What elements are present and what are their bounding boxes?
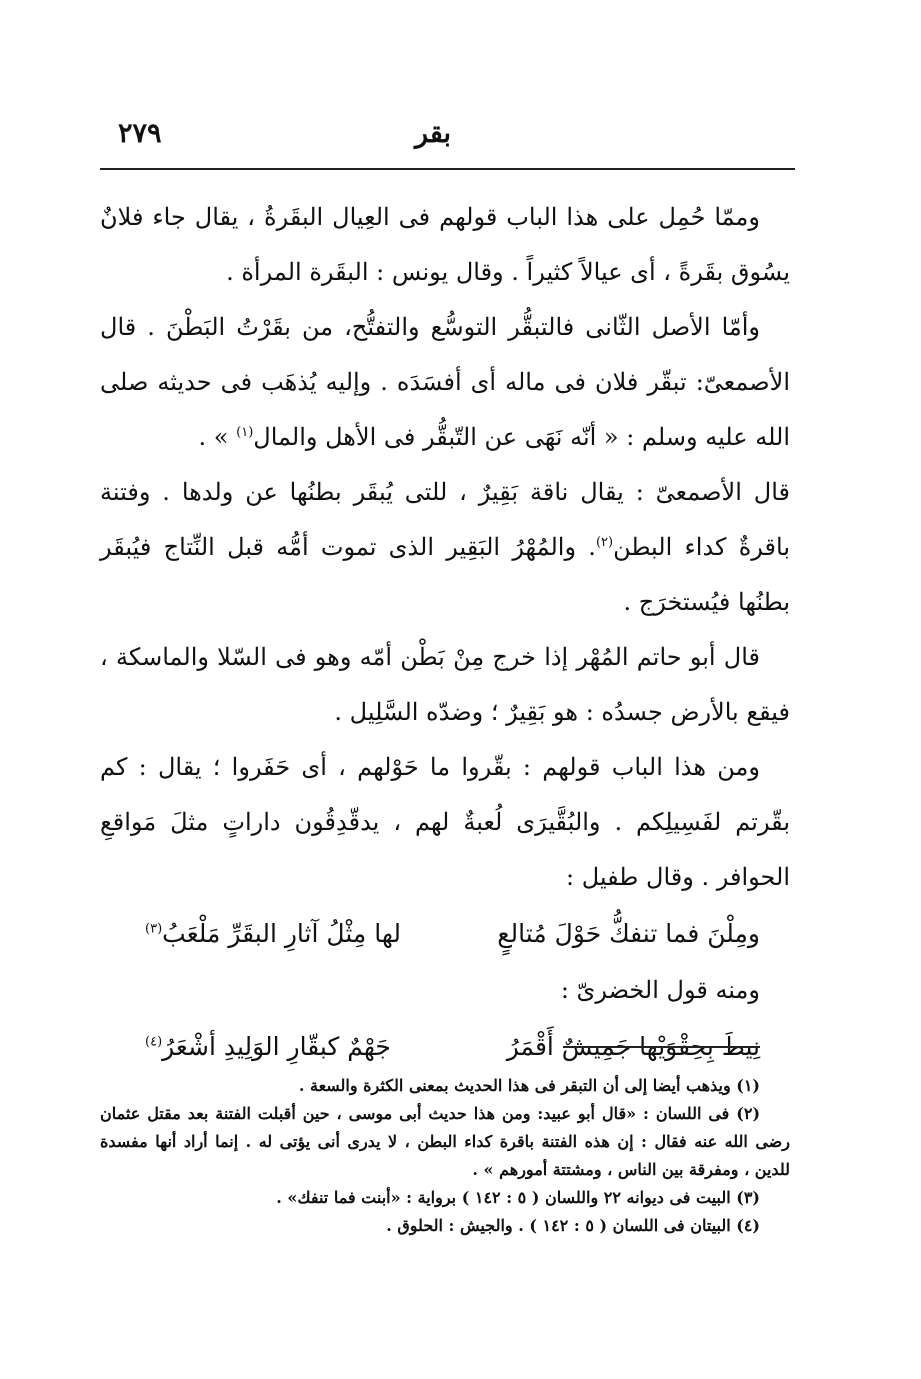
verse-2-first-hemistich: نِيطَ بِحِقْوَيْها جَمِيشٌ أَقْمَرُ [506, 1032, 760, 1061]
header-rule [100, 168, 795, 170]
footnote-ref-3[interactable]: (٣) [145, 921, 163, 937]
verse-2-second-text: جَهْمٌ كبقّارِ الوَلِيدِ أشْعَرُ [162, 1032, 391, 1061]
paragraph-2 [100, 300, 790, 465]
verse-1-second-text: لها مِثْلُ آثارِ البقَرِّ مَلْعَبُ [162, 919, 401, 948]
running-head: بقر [415, 118, 452, 149]
main-text [100, 190, 790, 1076]
footnote-2: (٢) فى اللسان : «قال أبو عبيد: ومن هذا حديث أبى موسى ، حين أقبلت الفتنة بعد مقتل عثمان رضى الله عنه فقال : إن هذه الفتنة باقرة كداء البطن ، لا يدرى أنى يؤتى له . إنما أراد أنها مفسدة للدين ، ومفرقة بين الناس ، ومشتتة أمورهم » . [100, 1104, 790, 1179]
footnote-3: (٣) البيت فى ديوانه ٢٢ واللسان ( ٥ : ١٤٢ ) برواية : «أبنت فما تنفك» . [276, 1188, 760, 1207]
verse-2-intro: ومنه قول الخضرىّ : [560, 976, 760, 1004]
paragraph-1: وممّا حُمِل على هذا الباب قولهم فى العِيال البقَرةُ ، يقال جاء فلانٌ يسُوق بقَرةً ، أى عيالاً كثيراً . وقال يونس : البقَرة المرأة . [100, 203, 790, 286]
paragraph-3-text-a: قال الأصمعىّ : يقال ناقة بَقِيرٌ ، للتى يُبقَر بطنُها عن ولدها . وفتنة باقرةٌ كداء البطن [100, 478, 790, 561]
verse-1-second-hemistich [145, 905, 401, 963]
footnote-1: (١) ويذهب أيضا إلى أن التبقر فى هذا الحديث بمعنى الكثرة والسعة . [298, 1076, 760, 1095]
paragraph-4: قال أبو حاتم المُهْر إذا خرج مِنْ بَطْن أمّه وهو فى السّلا والماسكة ، فيقع بالأرض جسدُه : هو بَقِيرٌ ؛ وضدّه السَّلِيل . [100, 643, 790, 726]
footnotes [100, 1072, 790, 1240]
footnote-ref-2[interactable]: (٢) [595, 535, 614, 550]
paragraph-3 [100, 465, 790, 630]
paragraph-2-end: » . [198, 423, 237, 451]
verse-1-first-hemistich: ومِلْنَ فما تنفكُّ حَوْلَ مُتالعٍ [497, 919, 760, 948]
footnote-ref-4[interactable]: (٤) [145, 1034, 163, 1050]
paragraph-2-text: وأمّا الأصل الثّانى فالتبقُّر التوسُّع والتفتُّح، من بقَرْتُ البَطْنَ . قال الأصمعىّ: تبقّر فلان فى ماله أى أفسَدَه . وإليه يُذهَب فى حديثه صلى الله عليه وسلم : « أنّه نَهَى عن التّبقُّر فى الأهل والمال [100, 313, 790, 451]
footnote-ref-1[interactable]: (١) [236, 425, 254, 440]
verse-2-second-hemistich [145, 1018, 391, 1076]
footnote-4: (٤) البيتان فى اللسان ( ٥ : ١٤٢ ) . والجيش : الحلوق . [386, 1216, 760, 1235]
page-number: ٢٧٩ [118, 118, 162, 149]
footnote-rule [563, 1046, 760, 1048]
verse-1 [100, 905, 790, 963]
paragraph-3-text-b: . والمُهْرُ البَقِير الذى تموت أمُّه قبل النِّتاج فيُبقَر بطنُها فيُستخرَج . [100, 533, 790, 616]
page-header [100, 118, 795, 168]
paragraph-5: ومن هذا الباب قولهم : بقّروا ما حَوْلهم ، أى حَفَروا ؛ يقال : كم بقّرتم لفَسِيلِكم . والبُقَّيرَى لُعبةٌ لهم ، يدقّدِقُون داراتٍ مثلَ مَواقعِ الحوافر . وقال طفيل : [100, 753, 790, 891]
